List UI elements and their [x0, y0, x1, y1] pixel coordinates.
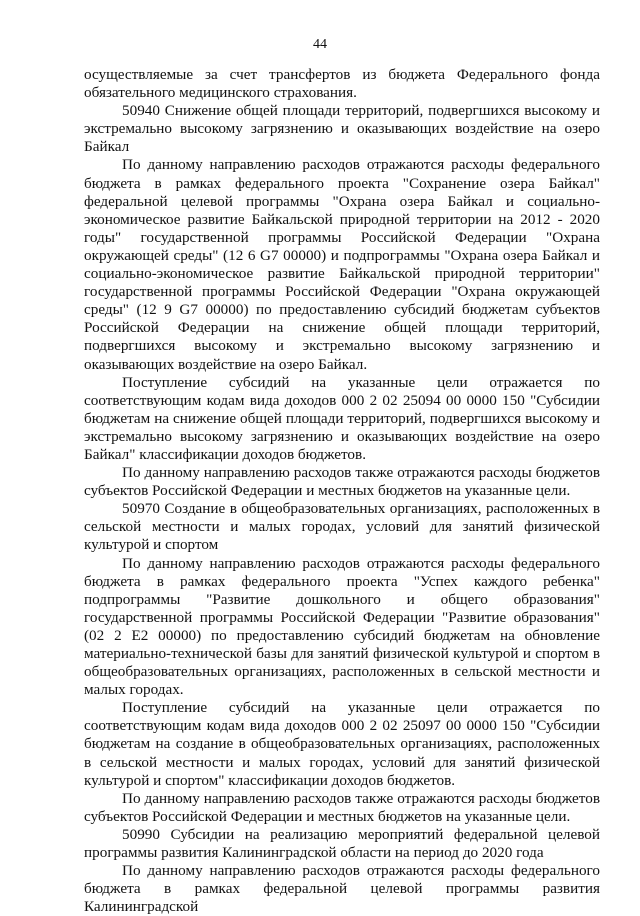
- section-heading-50970: 50970 Создание в общеобразовательных организациях, расположенных в сельской местности и малых городах, условий для занятий физической культурой и спортом: [84, 500, 600, 554]
- paragraph-regional-50970: По данному направлению расходов также отражаются расходы бюджетов субъектов Российской Федерации и местных бюджетов на указанные цели.: [84, 789, 600, 825]
- paragraph-regional-50940: По данному направлению расходов также отражаются расходы бюджетов субъектов Российской Федерации и местных бюджетов на указанные цели.: [84, 464, 600, 500]
- section-heading-50990: 50990 Субсидии на реализацию мероприятий федеральной целевой программы развития Калининградской области на период до 2020 года: [84, 825, 600, 862]
- paragraph-expenses-50990: По данному направлению расходов отражаются расходы федерального бюджета в рамках федеральной целевой программы развития Калининградской: [84, 862, 600, 916]
- page-number: 44: [313, 37, 327, 52]
- paragraph-revenue-50970: Поступление субсидий на указанные цели отражается по соответствующим кодам вида доходов 000 2 02 25097 00 0000 150 "Субсидии бюджетам на создание в общеобразовательных организациях, расположенных в сельской местности и малых городах, условий для занятий физической культурой и спортом" классификации доходов бюджетов.: [84, 699, 600, 789]
- paragraph-expenses-50970: По данному направлению расходов отражаются расходы федерального бюджета в рамках федерального проекта "Успех каждого ребенка" подпрограммы "Развитие дошкольного и общего образования" государственной программы Российской Федерации "Развитие образования" (02 2 E2 00000) по предоставлению субсидий бюджетам на обновление материально-технической базы для занятий физической культурой и спортом в общеобразовательных организациях, расположенных в сельской местности и малых городах.: [84, 554, 600, 699]
- paragraph-continuation: осуществляемые за счет трансфертов из бюджета Федерального фонда обязательного медицинского страхования.: [84, 66, 600, 102]
- section-heading-50940: 50940 Снижение общей площади территорий, подвергшихся высокому и экстремально высокому загрязнению и оказывающих воздействие на озеро Байкал: [84, 102, 600, 156]
- document-body: [84, 66, 600, 916]
- paragraph-revenue-50940: Поступление субсидий на указанные цели отражается по соответствующим кодам вида доходов 000 2 02 25094 00 0000 150 "Субсидии бюджетам на снижение общей площади территорий, подвергшихся высокому и экстремально высокому загрязнению и оказывающих воздействие на озеро Байкал" классификации доходов бюджетов.: [84, 373, 600, 463]
- paragraph-expenses-50940: По данному направлению расходов отражаются расходы федерального бюджета в рамках федерального проекта "Сохранение озера Байкал" федеральной целевой программы "Охрана озера Байкал и социально-экономическое развитие Байкальской природной территории на 2012 - 2020 годы" государственной программы Российской Федерации "Охрана окружающей среды" (12 6 G7 00000) и подпрограммы "Охрана озера Байкал и социально-экономическое развитие Байкальской природной территории" государственной программы Российской Федерации "Охрана окружающей среды" (12 9 G7 00000) по предоставлению субсидий бюджетам субъектов Российской Федерации на снижение общей площади территорий, подвергшихся высокому и экстремально высокому загрязнению и оказывающих воздействие на озеро Байкал.: [84, 156, 600, 373]
